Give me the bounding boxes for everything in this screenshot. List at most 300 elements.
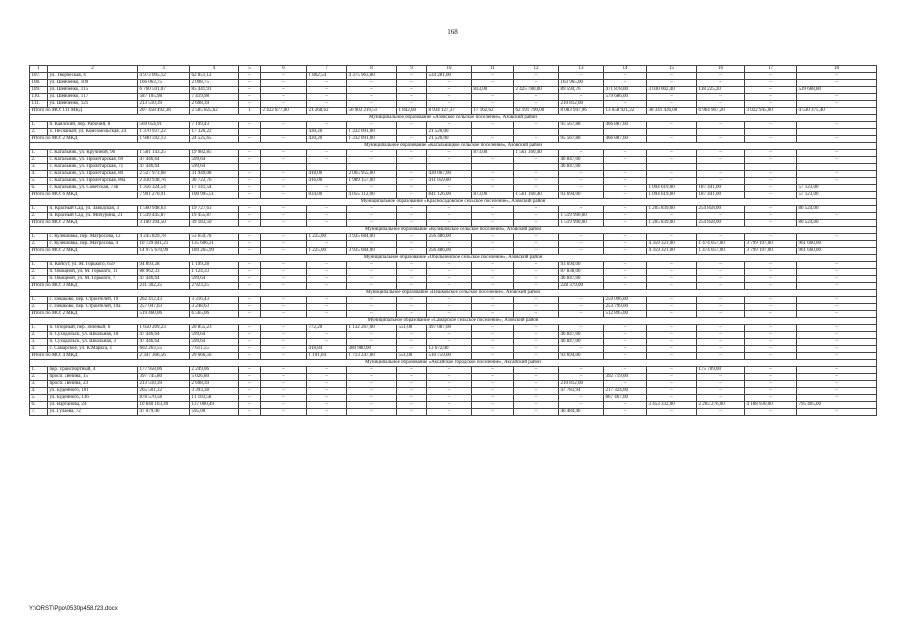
value-cell: 1 094 619,00 — [647, 185, 697, 192]
subtotal-cell: – — [472, 283, 514, 290]
table-row — [30, 269, 877, 276]
value-cell: – — [261, 388, 307, 395]
value-cell — [397, 129, 427, 136]
value-cell: – — [472, 73, 514, 80]
value-cell: 599,64 — [190, 164, 239, 171]
value-cell: – — [797, 332, 877, 339]
value-cell: – — [604, 381, 647, 388]
value-cell: – — [347, 80, 397, 87]
value-cell: – — [559, 395, 604, 402]
column-number: 8 — [347, 66, 397, 73]
value-cell: – — [745, 332, 797, 339]
value-cell: – — [647, 157, 697, 164]
value-cell: 217 324,00 — [604, 388, 647, 395]
subtotal-cell: 1 332 091,00 — [347, 136, 397, 143]
value-cell: – — [427, 94, 472, 101]
value-cell: – — [427, 101, 472, 108]
value-cell: – — [559, 178, 604, 185]
subtotal-cell: 231 302,25 — [138, 283, 190, 290]
address-cell: с. Кагальник, ул. Пролетарская, 69 — [48, 157, 138, 164]
value-cell: – — [797, 388, 877, 395]
value-cell: – — [307, 122, 347, 129]
address-cell: п. Красный Сад, ул. Мичурина, 21 — [48, 213, 138, 220]
subtotal-cell: – — [307, 283, 347, 290]
value-cell: 166 063,75 — [138, 80, 190, 87]
value-cell: – — [239, 374, 261, 381]
value-cell: – — [427, 297, 472, 304]
value-cell: – — [261, 80, 307, 87]
row-number: 5. — [30, 178, 48, 185]
value-cell: – — [261, 374, 307, 381]
value-cell: – — [797, 101, 877, 108]
value-cell: – — [307, 297, 347, 304]
value-cell: – — [239, 150, 261, 157]
value-cell: – — [261, 381, 307, 388]
value-cell: – — [472, 262, 514, 269]
value-cell: – — [647, 101, 697, 108]
subtotal-cell: – — [745, 311, 797, 318]
value-cell: – — [745, 269, 797, 276]
value-cell: 259 096,00 — [604, 297, 647, 304]
value-cell: 13 672,00 — [427, 346, 472, 353]
value-cell: – — [239, 87, 261, 94]
subtotal-cell: – — [472, 353, 514, 360]
value-cell: – — [397, 213, 427, 220]
value-cell: – — [239, 381, 261, 388]
value-cell: 1 560 948,63 — [138, 206, 190, 213]
row-number: 2. — [30, 129, 48, 136]
address-cell: ул. Буденного, 101 — [48, 388, 138, 395]
value-cell: – — [797, 157, 877, 164]
value-cell: – — [514, 234, 559, 241]
value-cell: – — [604, 157, 647, 164]
value-cell: 961 660,00 — [797, 241, 877, 248]
table-row — [30, 339, 877, 346]
municipality-name: Муниципальное образование «Красносадовское сельское поселение», Азовский район — [30, 199, 877, 206]
value-cell: 3 030 002,40 — [647, 87, 697, 94]
value-cell: – — [427, 276, 472, 283]
value-cell: – — [697, 150, 745, 157]
value-cell: 10 729 841,21 — [138, 241, 190, 248]
value-cell: – — [261, 325, 307, 332]
value-cell: 471 878,00 — [604, 87, 647, 94]
value-cell: 1 862,54 — [307, 73, 347, 80]
subtotal-cell: – — [797, 136, 877, 143]
subtotal-cell: – — [307, 220, 347, 227]
value-cell: – — [239, 332, 261, 339]
value-cell: – — [697, 374, 745, 381]
value-cell: – — [647, 213, 697, 220]
value-cell: – — [514, 206, 559, 213]
subtotal-cell: – — [697, 283, 745, 290]
value-cell: 85 441,91 — [190, 87, 239, 94]
subtotal-cell: – — [745, 283, 797, 290]
column-number: 15 — [647, 66, 697, 73]
value-cell: – — [261, 171, 307, 178]
value-cell: – — [239, 395, 261, 402]
subtotal-cell: 1 519 990,00 — [559, 220, 604, 227]
value-cell: – — [797, 150, 877, 157]
table-row — [30, 80, 877, 87]
value-cell: 46 847,00 — [559, 332, 604, 339]
table-row — [30, 129, 877, 136]
value-cell: – — [745, 73, 797, 80]
value-cell: – — [797, 409, 877, 416]
table-row — [30, 297, 877, 304]
value-cell: – — [347, 297, 397, 304]
value-cell: – — [307, 388, 347, 395]
value-cell: – — [261, 339, 307, 346]
subtotal-cell: – — [261, 283, 307, 290]
subtotal-cell: 1 205 839,00 — [647, 220, 697, 227]
row-number: 108. — [30, 80, 48, 87]
table-row — [30, 171, 877, 178]
value-cell: – — [797, 367, 877, 374]
value-cell: 57 123,00 — [797, 185, 877, 192]
subtotal-cell: – — [397, 192, 427, 199]
value-cell — [797, 164, 877, 171]
value-cell: – — [797, 94, 877, 101]
table-row — [30, 346, 877, 353]
column-number: 6 — [261, 66, 307, 73]
value-cell: – — [514, 381, 559, 388]
value-cell: – — [514, 339, 559, 346]
subtotal-cell: – — [427, 220, 472, 227]
value-cell: – — [604, 101, 647, 108]
value-cell: – — [559, 325, 604, 332]
column-number: 10 — [427, 66, 472, 73]
value-cell — [745, 129, 797, 136]
table-row — [30, 402, 877, 409]
value-cell: – — [745, 304, 797, 311]
value-cell: – — [647, 346, 697, 353]
value-cell: – — [427, 409, 472, 416]
value-cell: 4 359 321,00 — [647, 241, 697, 248]
subtotal-cell: – — [397, 283, 427, 290]
value-cell: – — [472, 395, 514, 402]
value-cell: – — [745, 395, 797, 402]
value-cell: – — [745, 213, 797, 220]
value-cell: – — [307, 87, 347, 94]
subtotal-cell: – — [427, 283, 472, 290]
subtotal-cell: 3 100 394,50 — [138, 220, 190, 227]
value-cell: 878 570,58 — [138, 395, 190, 402]
value-cell: 2 698,39 — [190, 381, 239, 388]
subtotal-cell: – — [745, 136, 797, 143]
value-cell: – — [239, 269, 261, 276]
value-cell: – — [307, 101, 347, 108]
value-cell: – — [397, 346, 427, 353]
subtotal-cell: 8 934 127,37 — [427, 108, 472, 115]
value-cell: 3 799 197,00 — [745, 241, 797, 248]
value-cell: – — [347, 409, 397, 416]
subtotal-cell: 4 530 375,40 — [797, 108, 877, 115]
municipality-name: Муниципальное образование «Кулешовское сельское поселение», Азовский район — [30, 227, 877, 234]
table-row — [30, 304, 877, 311]
value-cell: – — [559, 234, 604, 241]
subtotal-cell: 7 991 270,91 — [138, 192, 190, 199]
subtotal-cell: 1 094 619,00 — [647, 192, 697, 199]
row-number: 4. — [30, 346, 48, 353]
subtotal-cell: 512 895,00 — [604, 311, 647, 318]
value-cell: – — [559, 150, 604, 157]
value-cell: 257 047,63 — [138, 304, 190, 311]
column-number: 11 — [472, 66, 514, 73]
value-cell: 1 124,33 — [190, 269, 239, 276]
value-cell: – — [261, 367, 307, 374]
value-cell: – — [797, 262, 877, 269]
subtotal-cell: – — [647, 311, 697, 318]
value-cell: – — [261, 332, 307, 339]
value-cell: – — [239, 94, 261, 101]
value-cell: – — [604, 346, 647, 353]
subtotal-cell: – — [647, 136, 697, 143]
address-cell: с. Пешково, пер. Строителей, 19 — [48, 297, 138, 304]
value-cell: 602 263,55 — [138, 346, 190, 353]
value-cell: – — [261, 101, 307, 108]
value-cell: 118 225,20 — [697, 87, 745, 94]
value-cell: – — [261, 157, 307, 164]
value-cell: – — [745, 150, 797, 157]
value-cell: 7 611,55 — [190, 346, 239, 353]
value-cell: 94 893,28 — [138, 262, 190, 269]
address-cell: п. Опорный, пер. Зеленый, 6 — [48, 325, 138, 332]
value-cell: – — [261, 241, 307, 248]
subtotal-cell: 841 126,00 — [427, 192, 472, 199]
value-cell: 416,00 — [307, 178, 347, 185]
value-cell: – — [745, 122, 797, 129]
value-cell: – — [239, 157, 261, 164]
value-cell: – — [647, 395, 697, 402]
value-cell: – — [472, 185, 514, 192]
subtotal-cell: 1 842,60 — [397, 108, 427, 115]
value-cell: – — [559, 206, 604, 213]
value-cell — [261, 164, 307, 171]
row-number: 107. — [30, 73, 48, 80]
value-cell: – — [797, 304, 877, 311]
value-cell: – — [239, 206, 261, 213]
value-cell: – — [472, 122, 514, 129]
value-cell: 497 087,00 — [427, 325, 472, 332]
address-cell: ул. Творческая, 4 — [48, 73, 138, 80]
value-cell: – — [604, 332, 647, 339]
value-cell: 163 965,00 — [559, 80, 604, 87]
value-cell: – — [472, 157, 514, 164]
value-cell: 47 446,64 — [138, 157, 190, 164]
value-cell: 430 067,00 — [427, 171, 472, 178]
value-cell: – — [307, 262, 347, 269]
value-cell: – — [307, 402, 347, 409]
value-cell: – — [261, 206, 307, 213]
value-cell: – — [604, 325, 647, 332]
value-cell: 867 467,00 — [604, 395, 647, 402]
value-cell: – — [472, 409, 514, 416]
value-cell: 47 446,64 — [138, 332, 190, 339]
value-cell: – — [797, 73, 877, 80]
value-cell: – — [347, 94, 397, 101]
row-number: 3. — [30, 164, 48, 171]
column-number: 7 — [307, 66, 347, 73]
subtotal-cell: – — [604, 248, 647, 255]
value-cell: – — [604, 367, 647, 374]
value-cell: 87 838,00 — [559, 269, 604, 276]
value-cell: – — [797, 339, 877, 346]
value-cell — [514, 129, 559, 136]
subtotal-cell: 100 995,51 — [190, 192, 239, 199]
value-cell: – — [307, 304, 347, 311]
address-cell: ул. Шевченко, 121 — [48, 101, 138, 108]
subtotal-cell: – — [347, 220, 397, 227]
subtotal-cell: 38 341 436,00 — [647, 108, 697, 115]
value-cell: – — [239, 346, 261, 353]
value-cell: – — [745, 87, 797, 94]
table-row — [30, 164, 877, 171]
subtotal-cell: – — [347, 311, 397, 318]
value-cell: – — [472, 80, 514, 87]
value-cell: – — [472, 213, 514, 220]
value-cell: 17 141,54 — [190, 185, 239, 192]
value-cell: – — [239, 185, 261, 192]
value-cell: – — [472, 346, 514, 353]
value-cell: – — [745, 101, 797, 108]
subtotal-cell: – — [514, 283, 559, 290]
value-cell: – — [307, 374, 347, 381]
value-cell: – — [647, 73, 697, 80]
row-number: 1. — [30, 206, 48, 213]
value-cell: – — [397, 122, 427, 129]
row-number: 1. — [30, 297, 48, 304]
subtotal-cell: 2 923,25 — [190, 283, 239, 290]
table-row — [30, 157, 877, 164]
value-cell — [261, 129, 307, 136]
value-cell: – — [397, 381, 427, 388]
value-cell: – — [514, 402, 559, 409]
subtotal-cell: 1 191,04 — [307, 353, 347, 360]
value-cell: 213 510,39 — [138, 101, 190, 108]
value-cell: – — [697, 73, 745, 80]
subtotal-cell: – — [697, 136, 745, 143]
value-cell: – — [797, 325, 877, 332]
value-cell: 175 709,00 — [697, 367, 745, 374]
value-cell: 20 855,23 — [190, 325, 239, 332]
value-cell: – — [397, 157, 427, 164]
value-cell: – — [697, 297, 745, 304]
address-cell: ул. Шевченко, 117 — [48, 94, 138, 101]
subtotal-cell: – — [559, 248, 604, 255]
value-cell: – — [472, 374, 514, 381]
value-cell: – — [745, 206, 797, 213]
row-number: 2. — [30, 241, 48, 248]
address-cell: п. Овощной, ул. М. Горького, 11 — [48, 269, 138, 276]
address-cell: с. Кагальник, ул. Советская, 73в — [48, 185, 138, 192]
value-cell: – — [514, 241, 559, 248]
value-cell: – — [397, 332, 427, 339]
address-cell: ул. Гулаева, 72 — [48, 409, 138, 416]
value-cell: – — [514, 213, 559, 220]
row-number: 3. — [30, 276, 48, 283]
value-cell: – — [347, 101, 397, 108]
value-cell: – — [472, 206, 514, 213]
value-cell: – — [745, 234, 797, 241]
value-cell: – — [514, 94, 559, 101]
address-cell: с. Кулешовка, пер. Матросова, 4 — [48, 241, 138, 248]
subtotal-cell: – — [514, 136, 559, 143]
value-cell: 4 973 095,12 — [138, 73, 190, 80]
value-cell: – — [239, 101, 261, 108]
row-number: 1. — [30, 122, 48, 129]
value-cell: 187 441,00 — [697, 185, 745, 192]
value-cell: – — [797, 122, 877, 129]
value-cell — [797, 129, 877, 136]
value-cell: – — [514, 346, 559, 353]
column-number: 12 — [514, 66, 559, 73]
subtotal-label: Итого по МО: 2 МКД — [30, 311, 138, 318]
value-cell: 17 326,22 — [190, 129, 239, 136]
subtotal-cell: 29 666,56 — [190, 353, 239, 360]
value-cell: 4 188 930,00 — [745, 402, 797, 409]
subtotal-cell: 207 458 492,38 — [138, 108, 190, 115]
value-cell: 595,00 — [190, 409, 239, 416]
column-number: 16 — [697, 66, 745, 73]
value-cell: – — [239, 304, 261, 311]
address-cell: просп. Ленина, 23 — [48, 381, 138, 388]
subtotal-cell: 519 460,06 — [138, 311, 190, 318]
subtotal-row — [30, 220, 877, 227]
row-number: 2. — [30, 157, 48, 164]
value-cell: – — [745, 80, 797, 87]
subtotal-cell: 466 887,60 — [604, 136, 647, 143]
subtotal-cell: – — [239, 248, 261, 255]
row-number: 2. — [30, 213, 48, 220]
table-row — [30, 87, 877, 94]
value-cell: – — [472, 234, 514, 241]
value-cell: – — [697, 178, 745, 185]
value-cell — [647, 164, 697, 171]
row-number: 5. — [30, 395, 48, 402]
value-cell — [239, 164, 261, 171]
subtotal-cell: – — [514, 311, 559, 318]
value-cell: 31 949,08 — [190, 171, 239, 178]
value-cell: 262 412,43 — [138, 297, 190, 304]
value-cell: – — [307, 409, 347, 416]
value-cell: – — [514, 409, 559, 416]
value-cell: – — [397, 409, 427, 416]
value-cell: – — [261, 122, 307, 129]
subtotal-cell: – — [261, 248, 307, 255]
value-cell — [472, 129, 514, 136]
subtotal-cell: 2 585 825,62 — [190, 108, 239, 115]
value-cell: – — [647, 304, 697, 311]
table-row — [30, 388, 877, 395]
value-cell: – — [647, 122, 697, 129]
value-cell: 795 405,00 — [797, 402, 877, 409]
value-cell: – — [472, 269, 514, 276]
subtotal-cell: – — [604, 353, 647, 360]
value-cell: – — [347, 332, 397, 339]
value-cell: – — [472, 94, 514, 101]
value-cell: 11 103,58 — [190, 395, 239, 402]
municipality-heading-row — [30, 318, 877, 325]
row-number: 3. — [30, 339, 48, 346]
value-cell: 7 419,98 — [190, 94, 239, 101]
value-cell: – — [261, 185, 307, 192]
municipality-name: Муниципальное образование «Пешковское сельское поселение», Азовский район — [30, 290, 877, 297]
value-cell: – — [514, 101, 559, 108]
value-cell: – — [745, 157, 797, 164]
address-cell: п. Каялский, пер. Рабочий, 8 — [48, 122, 138, 129]
subtotal-cell: – — [239, 136, 261, 143]
value-cell: – — [797, 395, 877, 402]
